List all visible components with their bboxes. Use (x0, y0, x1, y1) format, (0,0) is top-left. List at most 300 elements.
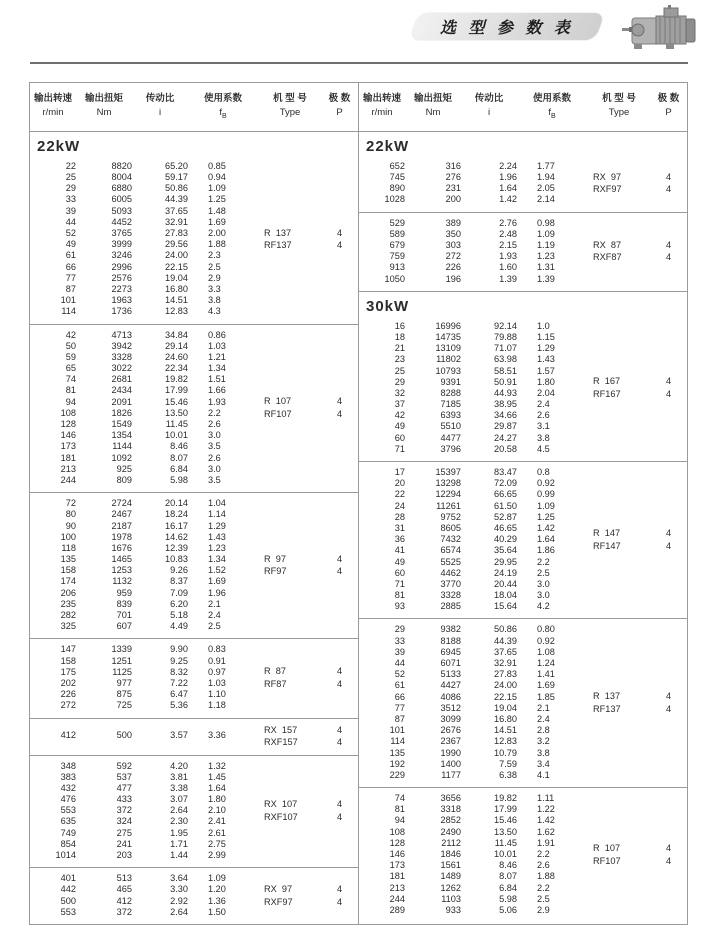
cell-output-speed: 175 (60, 666, 76, 677)
cell-service-factor: 1.32 (208, 760, 226, 771)
cell-service-factor: 1.45 (208, 771, 226, 782)
table-row (359, 579, 587, 590)
cell-output-torque: 389 (445, 217, 461, 228)
cell-ratio: 34.66 (494, 410, 517, 421)
cell-service-factor: 2.3 (208, 250, 221, 261)
cell-service-factor: 2.4 (537, 713, 550, 724)
cell-output-speed: 49 (394, 556, 405, 567)
type-line (258, 724, 357, 737)
cell-service-factor: 1.14 (208, 509, 226, 520)
cell-output-speed: 72 (65, 498, 76, 509)
cell-output-torque: 6005 (111, 194, 132, 205)
type-line (258, 565, 357, 578)
column-header-en: $f_B$ (548, 107, 556, 120)
table-block (30, 492, 358, 638)
table-row (359, 736, 587, 747)
cell-output-torque: 4427 (440, 680, 461, 691)
cell-output-speed: 135 (60, 554, 76, 565)
cell-output-torque: 316 (445, 160, 461, 171)
cell-ratio: 11.45 (494, 837, 517, 848)
cell-output-torque: 477 (116, 782, 132, 793)
type-line (587, 527, 686, 540)
cell-ratio: 37.65 (494, 646, 517, 657)
cell-output-speed: 49 (394, 421, 405, 432)
cell-output-speed: 401 (60, 873, 76, 884)
cell-ratio: 1.44 (170, 850, 188, 861)
cell-output-speed: 77 (65, 272, 76, 283)
type-label: R 137 (593, 691, 621, 702)
cell-service-factor: 2.1 (537, 702, 550, 713)
cell-output-torque: 3099 (440, 713, 461, 724)
cell-output-speed: 146 (389, 849, 405, 860)
poles-value: 4 (665, 528, 672, 539)
cell-output-speed: 749 (60, 827, 76, 838)
table-row (30, 783, 258, 794)
cell-output-torque: 7432 (440, 534, 461, 545)
cell-output-torque: 6945 (440, 646, 461, 657)
column-header-0 (30, 92, 76, 124)
cell-output-torque: 1251 (111, 655, 132, 666)
table-row (30, 839, 258, 850)
cell-service-factor: 2.4 (537, 399, 550, 410)
cell-service-factor: 2.2 (537, 556, 550, 567)
cell-output-speed: 913 (389, 262, 405, 273)
cell-output-speed: 135 (389, 747, 405, 758)
cell-output-torque: 977 (116, 677, 132, 688)
cell-output-torque: 2187 (111, 520, 132, 531)
cell-ratio: 1.60 (499, 262, 517, 273)
cell-service-factor: 0.97 (208, 666, 226, 677)
cell-output-torque: 3328 (440, 590, 461, 601)
cell-service-factor: 1.48 (208, 205, 226, 216)
cell-ratio: 24.00 (165, 250, 188, 261)
cell-output-speed: 745 (389, 172, 405, 183)
cell-output-torque: 1826 (111, 407, 132, 418)
cell-ratio: 52.87 (494, 511, 517, 522)
cell-ratio: 38.95 (494, 399, 517, 410)
table-row (30, 217, 258, 228)
table-row (30, 772, 258, 783)
column-header-1 (405, 92, 461, 124)
cell-ratio: 15.64 (494, 601, 517, 612)
table-row (359, 161, 587, 172)
cell-service-factor: 3.0 (208, 430, 221, 441)
cell-ratio: 27.83 (165, 228, 188, 239)
column-header-2 (461, 92, 517, 124)
table-row (359, 354, 587, 365)
column-header-en: Nm (425, 107, 441, 118)
cell-service-factor: 0.98 (537, 217, 555, 228)
block-rows (30, 330, 258, 487)
cell-ratio: 44.93 (494, 387, 517, 398)
cell-output-speed: 29 (394, 624, 405, 635)
table-row (30, 565, 258, 576)
poles-value: 4 (665, 843, 672, 854)
cell-output-torque: 1990 (440, 747, 461, 758)
cell-output-torque: 3246 (111, 250, 132, 261)
cell-service-factor: 3.0 (208, 463, 221, 474)
cell-output-torque: 372 (116, 906, 132, 917)
type-line (258, 678, 357, 691)
cell-ratio: 16.80 (165, 283, 188, 294)
cell-service-factor: 2.6 (208, 452, 221, 463)
cell-ratio: 35.64 (494, 545, 517, 556)
cell-output-torque: 537 (116, 771, 132, 782)
type-label: RF137 (264, 240, 292, 251)
cell-output-speed: 74 (394, 793, 405, 804)
cell-service-factor: 1.18 (208, 700, 226, 711)
table-row (30, 183, 258, 194)
table-row (359, 793, 587, 804)
cell-service-factor: 1.69 (208, 216, 226, 227)
cell-ratio: 19.82 (494, 793, 517, 804)
block-rows (359, 793, 587, 916)
cell-ratio: 1.96 (499, 172, 517, 183)
cell-output-torque: 725 (116, 700, 132, 711)
cell-ratio: 29.87 (494, 421, 517, 432)
cell-output-speed: 80 (65, 509, 76, 520)
cell-ratio: 44.39 (165, 194, 188, 205)
table-row (359, 240, 587, 251)
cell-ratio: 19.82 (165, 374, 188, 385)
cell-output-speed: 589 (389, 228, 405, 239)
block-rows (359, 321, 587, 455)
cell-service-factor: 1.88 (537, 871, 555, 882)
cell-ratio: 1.39 (499, 273, 517, 284)
type-label: R 87 (264, 666, 286, 677)
cell-output-speed: 22 (65, 160, 76, 171)
cell-service-factor: 1.64 (537, 534, 555, 545)
cell-output-speed: 65 (65, 363, 76, 374)
cell-ratio: 2.24 (499, 160, 517, 171)
table-row (30, 194, 258, 205)
cell-service-factor: 1.20 (208, 884, 226, 895)
cell-output-torque: 1177 (441, 769, 461, 780)
cell-ratio: 5.98 (170, 474, 188, 485)
cell-service-factor: 1.09 (537, 500, 555, 511)
table-row (30, 656, 258, 667)
table-row (359, 557, 587, 568)
type-line (587, 690, 686, 703)
cell-output-torque: 1978 (111, 531, 132, 542)
cell-output-torque: 3796 (440, 443, 461, 454)
cell-output-speed: 44 (65, 216, 76, 227)
cell-output-torque: 2996 (111, 261, 132, 272)
column-header-zh: 机 型 号 (273, 93, 307, 104)
cell-ratio: 9.26 (170, 565, 188, 576)
type-label: R 147 (593, 528, 621, 539)
cell-output-speed: 39 (65, 205, 76, 216)
poles-value: 4 (665, 252, 672, 263)
cell-ratio: 5.36 (170, 700, 188, 711)
cell-output-torque: 11261 (436, 500, 461, 511)
column-header-en: i (158, 107, 162, 118)
cell-output-torque: 6071 (440, 658, 461, 669)
block-types (587, 218, 686, 285)
cell-output-torque: 1561 (440, 860, 461, 871)
cell-output-speed: 383 (60, 771, 76, 782)
cell-output-torque: 1549 (111, 419, 132, 430)
cell-output-speed: 44 (394, 658, 405, 669)
cell-output-torque: 2885 (440, 601, 461, 612)
type-line (587, 251, 686, 264)
cell-ratio: 22.34 (165, 363, 188, 374)
type-line (587, 239, 686, 252)
cell-ratio: 4.20 (170, 760, 188, 771)
column-header-en: $f_B$ (219, 107, 227, 120)
table-row (359, 377, 587, 388)
table-column-header (359, 83, 687, 132)
cell-ratio: 66.65 (494, 489, 517, 500)
cell-output-torque: 1354 (111, 430, 132, 441)
table-row (30, 498, 258, 509)
block-rows (30, 724, 258, 749)
table-row (359, 388, 587, 399)
table-row (359, 669, 587, 680)
cell-service-factor: 0.94 (208, 172, 226, 183)
cell-ratio: 2.92 (170, 895, 188, 906)
cell-output-torque: 3318 (440, 804, 461, 815)
block-types (258, 644, 357, 711)
cell-service-factor: 1.0 (537, 320, 550, 331)
column-header-en: i (487, 107, 491, 118)
cell-service-factor: 2.6 (537, 860, 550, 871)
cell-output-speed: 24 (394, 500, 405, 511)
poles-value: 4 (336, 396, 343, 407)
cell-output-torque: 465 (116, 884, 132, 895)
cell-output-torque: 372 (116, 805, 132, 816)
cell-output-torque: 203 (116, 850, 132, 861)
type-label: RF97 (264, 566, 287, 577)
cell-output-speed: 759 (389, 251, 405, 262)
cell-output-speed: 101 (389, 725, 405, 736)
cell-ratio: 63.98 (494, 354, 517, 365)
cell-output-speed: 890 (389, 183, 405, 194)
cell-service-factor: 1.96 (208, 587, 226, 598)
cell-ratio: 10.01 (494, 849, 517, 860)
table-row (30, 907, 258, 918)
type-line (258, 811, 357, 824)
cell-service-factor: 2.9 (537, 904, 550, 915)
type-label: RX 97 (593, 171, 622, 182)
table-row (30, 341, 258, 352)
cell-ratio: 6.84 (499, 882, 517, 893)
cell-service-factor: 2.8 (537, 725, 550, 736)
cell-output-speed: 442 (60, 884, 76, 895)
table-row (30, 667, 258, 678)
cell-output-torque: 607 (116, 621, 132, 632)
table-row (359, 770, 587, 781)
table-row (30, 678, 258, 689)
cell-ratio: 34.84 (165, 329, 188, 340)
cell-service-factor: 0.85 (208, 160, 226, 171)
table-row (359, 523, 587, 534)
cell-service-factor: 2.61 (208, 827, 226, 838)
column-header-0 (359, 92, 405, 124)
table-block (359, 618, 687, 787)
cell-output-torque: 2091 (111, 396, 132, 407)
cell-service-factor: 1.34 (208, 554, 226, 565)
cell-output-torque: 500 (116, 730, 132, 741)
type-line (587, 842, 686, 855)
cell-output-torque: 1092 (111, 452, 132, 463)
cell-service-factor: 2.99 (208, 850, 226, 861)
cell-output-speed: 90 (65, 520, 76, 531)
table-row (30, 262, 258, 273)
table-row (30, 284, 258, 295)
cell-output-speed: 1014 (55, 850, 76, 861)
cell-output-torque: 5093 (111, 205, 132, 216)
cell-output-torque: 933 (445, 904, 461, 915)
cell-service-factor: 1.10 (208, 689, 226, 700)
cell-service-factor: 1.57 (537, 365, 555, 376)
table-row (359, 883, 587, 894)
cell-service-factor: 1.34 (208, 363, 226, 374)
cell-output-speed: 100 (60, 531, 76, 542)
cell-service-factor: 2.5 (208, 621, 221, 632)
table-row (359, 827, 587, 838)
cell-output-speed: 81 (394, 590, 405, 601)
table-row (30, 794, 258, 805)
poles-value: 4 (336, 896, 343, 907)
table-row (30, 689, 258, 700)
column-header-zh: 使用系数 (203, 93, 242, 104)
cell-output-torque: 592 (116, 760, 132, 771)
table-row (359, 183, 587, 194)
cell-service-factor: 1.94 (537, 172, 555, 183)
cell-service-factor: 1.08 (537, 646, 555, 657)
cell-service-factor: 1.31 (537, 262, 555, 273)
table-row (30, 509, 258, 520)
table-row (30, 250, 258, 261)
type-line (587, 375, 686, 388)
cell-ratio: 20.14 (165, 498, 188, 509)
cell-service-factor: 0.80 (537, 624, 555, 635)
cell-service-factor: 3.5 (208, 441, 221, 452)
cell-service-factor: 2.5 (537, 893, 550, 904)
block-rows (30, 761, 258, 862)
cell-service-factor: 1.29 (537, 343, 555, 354)
page-title: 选 型 参 数 表 (440, 20, 574, 37)
column-header-zh: 传动比 (474, 93, 504, 104)
cell-ratio: 6.20 (170, 598, 188, 609)
column-header-en: P (665, 107, 672, 118)
poles-value: 4 (665, 376, 672, 387)
cell-output-torque: 272 (445, 251, 461, 262)
column-header-zh: 机 型 号 (602, 93, 636, 104)
cell-output-speed: 226 (60, 689, 76, 700)
cell-service-factor: 2.04 (537, 387, 555, 398)
cell-service-factor: 2.2 (208, 407, 221, 418)
table-row (359, 680, 587, 691)
cell-output-speed: 81 (65, 385, 76, 396)
table-block (359, 316, 687, 461)
cell-output-torque: 13298 (435, 478, 461, 489)
cell-service-factor: 4.1 (537, 769, 550, 780)
cell-output-torque: 2112 (441, 837, 461, 848)
type-line (258, 227, 357, 240)
table-row (359, 849, 587, 860)
cell-service-factor: 1.64 (208, 782, 226, 793)
block-types (258, 498, 357, 632)
cell-ratio: 17.99 (494, 804, 517, 815)
table-row (30, 532, 258, 543)
table-row (30, 816, 258, 827)
cell-ratio: 37.65 (165, 205, 188, 216)
type-label: R 167 (593, 376, 621, 387)
table-row (359, 714, 587, 725)
table-right-half (359, 83, 687, 924)
parameter-table (29, 82, 688, 925)
cell-output-torque: 8188 (440, 635, 461, 646)
type-line (258, 395, 357, 408)
cell-ratio: 1.64 (499, 183, 517, 194)
cell-ratio: 3.64 (170, 873, 188, 884)
cell-output-speed: 679 (389, 240, 405, 251)
cell-output-speed: 61 (394, 680, 405, 691)
cell-service-factor: 2.6 (208, 419, 221, 430)
cell-service-factor: 2.14 (537, 194, 555, 205)
cell-ratio: 16.17 (165, 520, 188, 531)
cell-output-torque: 1253 (111, 565, 132, 576)
cell-output-speed: 553 (60, 805, 76, 816)
cell-service-factor: 2.2 (537, 849, 550, 860)
cell-ratio: 8.07 (499, 871, 517, 882)
table-row (30, 419, 258, 430)
cell-service-factor: 0.83 (208, 644, 226, 655)
cell-ratio: 32.91 (494, 658, 517, 669)
cell-ratio: 19.04 (165, 272, 188, 283)
cell-output-speed: 52 (65, 228, 76, 239)
cell-service-factor: 2.6 (537, 410, 550, 421)
cell-output-speed: 60 (394, 567, 405, 578)
cell-ratio: 61.50 (494, 500, 517, 511)
table-row (359, 467, 587, 478)
cell-service-factor: 3.5 (208, 474, 221, 485)
cell-output-speed: 529 (389, 217, 405, 228)
cell-ratio: 12.83 (165, 306, 188, 317)
cell-output-torque: 1262 (440, 882, 461, 893)
cell-output-torque: 1132 (112, 576, 132, 587)
column-header-zh: 输出扭矩 (413, 93, 452, 104)
cell-ratio: 3.30 (170, 884, 188, 895)
type-line (258, 553, 357, 566)
cell-output-speed: 59 (65, 351, 76, 362)
cell-output-speed: 39 (394, 646, 405, 657)
table-row (30, 588, 258, 599)
cell-ratio: 1.93 (499, 251, 517, 262)
cell-output-torque: 513 (116, 873, 132, 884)
table-row (359, 815, 587, 826)
cell-output-torque: 433 (116, 794, 132, 805)
header-rule (30, 62, 688, 64)
table-row (359, 332, 587, 343)
type-line (587, 540, 686, 553)
cell-ratio: 14.51 (165, 295, 188, 306)
type-line (258, 665, 357, 678)
cell-output-torque: 231 (445, 183, 461, 194)
cell-output-speed: 17 (394, 467, 405, 478)
cell-output-speed: 500 (60, 895, 76, 906)
cell-output-speed: 348 (60, 760, 76, 771)
table-row (30, 610, 258, 621)
cell-output-speed: 49 (65, 239, 76, 250)
cell-ratio: 50.86 (494, 624, 517, 635)
type-label: R 137 (264, 227, 292, 238)
table-row (30, 441, 258, 452)
table-row (359, 545, 587, 556)
cell-ratio: 8.46 (499, 860, 517, 871)
